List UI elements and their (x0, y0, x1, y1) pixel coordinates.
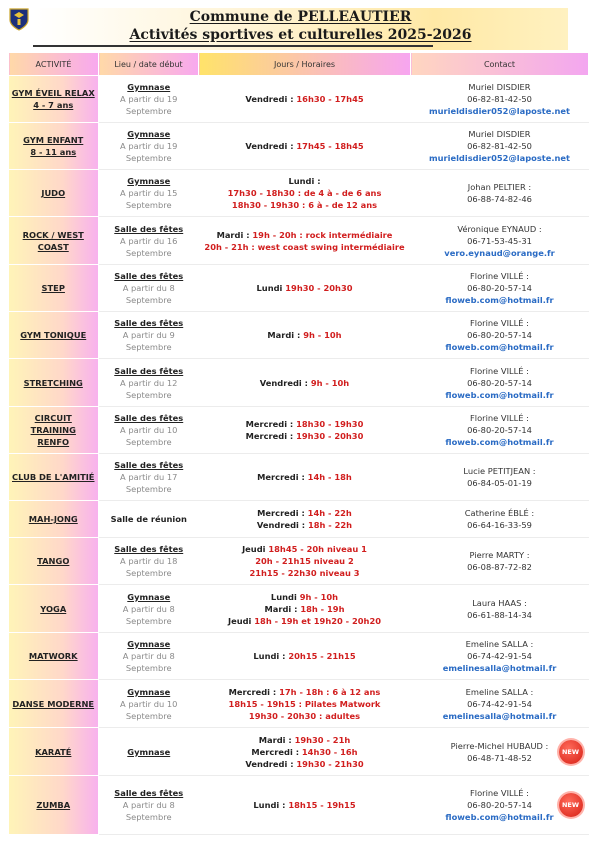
start-date: A partir du 15 (120, 188, 178, 198)
activity-cell (9, 407, 99, 454)
start-date: Septembre (125, 200, 172, 210)
place-cell (99, 454, 199, 501)
schedule-cell (199, 407, 411, 454)
schedule-time: 18h - 22h (307, 520, 353, 530)
contact-line: 06-48-71-48-52 (467, 752, 532, 763)
activity-cell (9, 776, 99, 835)
start-date: A partir du 8 (122, 651, 175, 661)
activity-cell (9, 633, 99, 680)
schedule-line (201, 603, 409, 615)
start-date: A partir du 9 (122, 330, 175, 340)
place-name: Salle des fêtes (114, 271, 184, 281)
table-row (9, 265, 589, 312)
schedule-day: Mercredi : (251, 746, 302, 757)
place-name: Salle des fêtes (114, 788, 184, 798)
schedule-day: Mercredi : (257, 472, 308, 482)
schedule-line (201, 377, 409, 389)
activity-name-line: CLUB DE L'AMITIÉ (12, 472, 95, 482)
contact-cell (411, 776, 589, 835)
activity-name-line: 8 - 11 ans (30, 147, 77, 157)
contact-line: 06-61-88-14-34 (467, 609, 532, 620)
schedule-cell (199, 776, 411, 835)
place-cell (99, 501, 199, 538)
start-date: Septembre (125, 106, 172, 116)
new-badge: NEW (559, 793, 583, 817)
schedule-day: Vendredi : (259, 377, 311, 388)
contact-line: Emeline SALLA : (465, 639, 534, 649)
place-cell (99, 265, 199, 312)
schedule-day: Lundi : (253, 800, 289, 810)
contact-email[interactable]: floweb.com@hotmail.fr (445, 342, 554, 352)
start-date: Septembre (125, 663, 172, 673)
start-date: A partir du 19 (120, 94, 178, 104)
place-cell (99, 217, 199, 265)
schedule-cell (199, 501, 411, 538)
schedule-day: Vendredi : (245, 141, 297, 151)
start-date: Septembre (125, 710, 172, 721)
table-row (9, 217, 589, 265)
schedule-line (201, 567, 409, 579)
schedule-line (201, 519, 409, 531)
activities-table (8, 52, 589, 835)
activity-cell (9, 265, 99, 312)
contact-line: Pierre-Michel HUBAUD : (450, 740, 549, 751)
contact-cell (411, 407, 589, 454)
schedule-time: 19h30 - 20h30 (285, 283, 353, 293)
contact-email[interactable]: murieldisdier052@laposte.net (428, 106, 571, 116)
schedule-time: 18h30 - 19h30 : 6 à - de 12 ans (231, 200, 378, 210)
activity-name-line: 4 - 7 ans (33, 100, 74, 110)
start-date: A partir du 10 (120, 698, 178, 709)
schedule-line (201, 471, 409, 483)
col-header-schedule: Jours / Horaires (199, 53, 411, 76)
schedule-day: Mercredi : (245, 431, 297, 441)
schedule-time: 17h - 18h : 6 à 12 ans (279, 686, 381, 697)
contact-line: 06-74-42-91-54 (467, 698, 532, 709)
start-date: Septembre (125, 295, 172, 305)
schedule-time: 14h30 - 16h (301, 746, 358, 757)
contact-email[interactable]: floweb.com@hotmail.fr (445, 812, 554, 822)
schedule-day: Lundi : (288, 176, 321, 186)
start-date: Septembre (125, 437, 172, 447)
activity-cell (9, 680, 99, 728)
contact-line: 06-80-20-57-14 (467, 800, 532, 810)
activity-name-line: YOGA (40, 603, 67, 614)
activity-name-line: JUDO (41, 188, 66, 198)
schedule-line (201, 698, 409, 710)
activity-name-line: CIRCUIT (34, 413, 72, 423)
schedule-cell (199, 585, 411, 633)
schedule-day: Vendredi : (245, 758, 297, 769)
activity-name-line: STRETCHING (23, 377, 83, 388)
start-date: A partir du 10 (120, 425, 178, 435)
col-header-contact: Contact (411, 53, 589, 76)
start-date: Septembre (125, 615, 172, 626)
schedule-line (201, 555, 409, 567)
place-name: Salle des fêtes (114, 544, 184, 554)
schedule-time: 21h15 - 22h30 niveau 3 (249, 568, 360, 578)
start-date: Septembre (125, 342, 172, 352)
table-row (9, 633, 589, 680)
schedule-cell (199, 265, 411, 312)
contact-line: Muriel DISDIER (468, 82, 531, 92)
place-cell (99, 538, 199, 585)
schedule-line (201, 175, 409, 187)
contact-line: 06-74-42-91-54 (467, 651, 532, 661)
contact-line: Florine VILLÉ : (470, 413, 529, 423)
schedule-line (201, 199, 409, 211)
schedule-time: 20h - 21h : west coast swing intermédiaire (204, 241, 405, 252)
place-name: Gymnase (127, 639, 171, 649)
contact-cell (411, 633, 589, 680)
place-name: Gymnase (127, 686, 171, 697)
table-row (9, 123, 589, 170)
contact-line: 06-82-81-42-50 (467, 94, 532, 104)
contact-line: Muriel DISDIER (468, 129, 531, 139)
contact-line: 06-80-20-57-14 (467, 425, 532, 435)
schedule-cell (199, 359, 411, 407)
schedule-line (201, 140, 409, 152)
table-row (9, 312, 589, 359)
activity-cell (9, 359, 99, 407)
schedule-cell (199, 312, 411, 359)
schedule-time: 18h - 19h (300, 603, 345, 614)
place-cell (99, 728, 199, 776)
contact-line: 06-84-05-01-19 (467, 478, 532, 488)
activity-name-line: GYM ENFANT (23, 135, 84, 145)
schedule-time: 20h - 21h15 niveau 2 (255, 556, 354, 566)
schedule-line (201, 187, 409, 199)
contact-line: 06-82-81-42-50 (467, 141, 532, 151)
place-cell (99, 312, 199, 359)
activity-name-line: GYM ÉVEIL RELAX (11, 88, 95, 98)
schedule-time: 19h30 - 20h30 (296, 431, 364, 441)
table-row (9, 170, 589, 217)
schedule-day: Mardi : (258, 734, 295, 745)
place-cell (99, 680, 199, 728)
schedule-line (201, 615, 409, 627)
place-name: Salle de réunion (110, 514, 187, 524)
schedule-time: 18h45 - 20h niveau 1 (268, 544, 367, 554)
start-date: A partir du 8 (122, 800, 175, 810)
activity-name-line: KARATÉ (35, 746, 72, 757)
schedule-cell (199, 538, 411, 585)
table-row (9, 585, 589, 633)
start-date: Septembre (125, 389, 172, 400)
contact-cell (411, 454, 589, 501)
place-cell (99, 170, 199, 217)
schedule-day: Lundi (256, 283, 286, 293)
col-header-place: Lieu / date début (99, 53, 199, 76)
activity-name-line: ROCK / WEST (22, 229, 84, 240)
contact-email[interactable]: vero.eynaud@orange.fr (444, 247, 555, 258)
activity-name-line: MATWORK (28, 651, 78, 661)
table-row (9, 728, 589, 776)
table-row (9, 76, 589, 123)
place-cell (99, 585, 199, 633)
activity-name-line: ZUMBA (36, 800, 71, 810)
table-row (9, 407, 589, 454)
place-name: Salle des fêtes (114, 318, 184, 328)
col-header-activity: ACTIVITÉ (9, 53, 99, 76)
start-date: A partir du 16 (120, 235, 178, 246)
page-subtitle: Activités sportives et culturelles 2025-2026 (129, 27, 472, 43)
schedule-time: 14h - 18h (307, 472, 352, 482)
contact-cell (411, 728, 589, 776)
schedule-day: Mardi : (216, 229, 253, 240)
table-header-row (9, 53, 589, 76)
table-row (9, 501, 589, 538)
schedule-cell (199, 170, 411, 217)
activity-cell (9, 217, 99, 265)
contact-cell (411, 76, 589, 123)
contact-line: Florine VILLÉ : (470, 318, 529, 328)
schedule-line (201, 591, 409, 603)
schedule-cell (199, 217, 411, 265)
contact-cell (411, 538, 589, 585)
schedule-cell (199, 728, 411, 776)
schedule-cell (199, 454, 411, 501)
contact-line: Florine VILLÉ : (470, 271, 529, 281)
place-name: Gymnase (127, 591, 171, 602)
contact-cell (411, 123, 589, 170)
contact-email[interactable]: emelinesalla@hotmail.fr (442, 663, 557, 673)
contact-cell (411, 170, 589, 217)
contact-cell (411, 217, 589, 265)
schedule-cell (199, 680, 411, 728)
contact-line: Johan PELTIER : (467, 182, 532, 192)
table-row (9, 776, 589, 835)
schedule-day: Mardi : (267, 330, 304, 340)
schedule-time: 18h - 19h et 19h20 - 20h20 (254, 615, 381, 626)
contact-cell (411, 265, 589, 312)
place-cell (99, 633, 199, 680)
contact-line: Laura HAAS : (472, 597, 527, 608)
contact-email[interactable]: floweb.com@hotmail.fr (445, 295, 554, 305)
schedule-line (201, 650, 409, 662)
start-date: A partir du 12 (120, 377, 178, 388)
schedule-cell (199, 76, 411, 123)
contact-line: 06-80-20-57-14 (467, 377, 532, 388)
schedule-time: 18h15 - 19h15 : Pilates Matwork (228, 698, 381, 709)
schedule-cell (199, 123, 411, 170)
table-row (9, 680, 589, 728)
schedule-line (201, 418, 409, 430)
start-date: Septembre (125, 812, 172, 822)
place-name: Gymnase (127, 82, 171, 92)
schedule-time: 14h - 22h (307, 508, 352, 518)
schedule-line (201, 229, 409, 241)
contact-line: 06-80-20-57-14 (467, 283, 532, 293)
contact-line: 06-08-87-72-82 (467, 562, 532, 572)
new-badge: NEW (559, 740, 583, 764)
schedule-line (201, 241, 409, 253)
table-row (9, 359, 589, 407)
activity-name-line: TRAINING (30, 425, 76, 435)
schedule-day: Jeudi (227, 615, 255, 626)
schedule-line (201, 430, 409, 442)
start-date: A partir du 8 (122, 283, 175, 293)
contact-line: Emeline SALLA : (465, 686, 534, 697)
schedule-time: 9h - 10h (310, 377, 350, 388)
contact-line: Véronique EYNAUD : (457, 223, 542, 234)
start-date: A partir du 17 (120, 472, 178, 482)
schedule-line (201, 329, 409, 341)
schedule-time: 16h30 - 17h45 (296, 94, 364, 104)
contact-email[interactable]: floweb.com@hotmail.fr (445, 389, 554, 400)
schedule-time: 19h30 - 21h30 (296, 758, 364, 769)
place-cell (99, 407, 199, 454)
start-date: Septembre (125, 484, 172, 494)
schedule-time: 9h - 10h (299, 591, 339, 602)
activity-cell (9, 454, 99, 501)
activity-cell (9, 538, 99, 585)
place-name: Salle des fêtes (114, 365, 184, 376)
contact-line: Pierre MARTY : (469, 550, 530, 560)
place-name: Gymnase (127, 746, 171, 757)
activity-cell (9, 728, 99, 776)
place-name: Gymnase (127, 129, 171, 139)
activity-cell (9, 123, 99, 170)
schedule-time: 20h15 - 21h15 (288, 651, 356, 661)
place-cell (99, 123, 199, 170)
schedule-line (201, 799, 409, 811)
schedule-cell (199, 633, 411, 680)
contact-email[interactable]: floweb.com@hotmail.fr (445, 437, 554, 447)
schedule-day: Mercredi : (245, 419, 297, 429)
schedule-day: Vendredi : (245, 94, 297, 104)
contact-cell (411, 585, 589, 633)
contact-line: Florine VILLÉ : (470, 788, 529, 798)
activity-cell (9, 76, 99, 123)
place-name: Gymnase (127, 176, 171, 186)
contact-cell (411, 501, 589, 538)
contact-line: Florine VILLÉ : (470, 365, 529, 376)
schedule-line (201, 758, 409, 770)
schedule-line (201, 507, 409, 519)
start-date: A partir du 8 (122, 603, 175, 614)
schedule-day: Mercredi : (257, 508, 308, 518)
activity-cell (9, 170, 99, 217)
activity-cell (9, 501, 99, 538)
activity-name-line: GYM TONIQUE (20, 330, 87, 340)
contact-cell (411, 312, 589, 359)
place-cell (99, 359, 199, 407)
contact-cell (411, 359, 589, 407)
contact-cell (411, 680, 589, 728)
activity-name-line: RENFO (37, 437, 70, 447)
schedule-time: 9h - 10h (303, 330, 342, 340)
place-name: Salle des fêtes (114, 460, 184, 470)
place-name: Salle des fêtes (114, 223, 184, 234)
contact-line: 06-88-74-82-46 (467, 194, 532, 204)
schedule-line (201, 282, 409, 294)
activity-cell (9, 312, 99, 359)
contact-line: Catherine ÉBLÉ : (464, 508, 535, 518)
schedule-line (201, 93, 409, 105)
activity-name-line: COAST (37, 241, 69, 252)
schedule-day: Lundi (270, 591, 300, 602)
start-date: Septembre (125, 568, 172, 578)
table-row (9, 454, 589, 501)
start-date: A partir du 18 (120, 556, 178, 566)
page-title: Commune de PELLEAUTIER (189, 9, 412, 25)
schedule-day: Lundi : (253, 651, 289, 661)
contact-line: 06-71-53-45-31 (467, 235, 532, 246)
schedule-day: Vendredi : (256, 520, 308, 530)
contact-line: Lucie PETITJEAN : (463, 466, 536, 476)
activity-name-line: TANGO (37, 556, 70, 566)
start-date: Septembre (125, 247, 172, 258)
activity-cell (9, 585, 99, 633)
start-date: Septembre (125, 153, 172, 163)
schedule-time: 17h30 - 18h30 : de 4 à - de 6 ans (227, 188, 382, 198)
schedule-line (201, 746, 409, 758)
activity-name-line: MAH-JONG (28, 514, 78, 524)
schedule-day: Jeudi (242, 544, 269, 554)
title-divider (33, 45, 433, 47)
contact-email[interactable]: emelinesalla@hotmail.fr (442, 710, 557, 721)
contact-line: 06-64-16-33-59 (467, 520, 532, 530)
schedule-time: 18h15 - 19h15 (288, 800, 356, 810)
schedule-line (201, 686, 409, 698)
place-name: Salle des fêtes (114, 413, 184, 423)
schedule-time: 17h45 - 18h45 (296, 141, 364, 151)
schedule-time: 18h30 - 19h30 (296, 419, 364, 429)
place-cell (99, 76, 199, 123)
place-cell (99, 776, 199, 835)
schedule-day: Mardi : (264, 603, 301, 614)
schedule-time: 19h - 20h : rock intermédiaire (252, 229, 393, 240)
schedule-line (201, 543, 409, 555)
commune-crest-logo (8, 6, 30, 32)
contact-line: 06-80-20-57-14 (467, 330, 532, 340)
schedule-time: 19h30 - 20h30 : adultes (248, 710, 361, 721)
table-row (9, 538, 589, 585)
contact-email[interactable]: murieldisdier052@laposte.net (428, 153, 571, 163)
schedule-line (201, 734, 409, 746)
start-date: A partir du 19 (120, 141, 178, 151)
schedule-line (201, 710, 409, 722)
activity-name-line: STEP (41, 283, 65, 293)
schedule-day: Mercredi : (228, 686, 280, 697)
activity-name-line: DANSE MODERNE (12, 698, 95, 709)
schedule-time: 19h30 - 21h (294, 734, 351, 745)
